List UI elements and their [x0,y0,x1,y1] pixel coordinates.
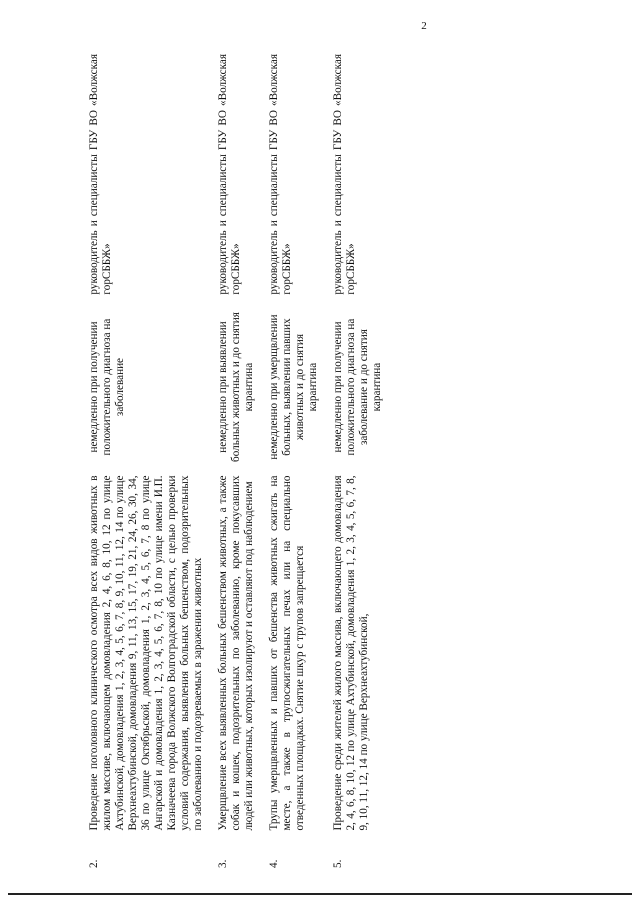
table-row [268,50,332,870]
measures-table [88,50,396,870]
measure-responsible: руководитель и специалисты ГБУ ВО «Волжская горСББЖ» [332,54,357,295]
row-number: 5. [332,859,344,868]
page-bottom-rule [8,893,632,895]
measure-timing: немедленно при выявлении больных животных и до снятия карантина [217,312,255,462]
rotated-page-content [20,25,620,885]
table-row [332,50,396,870]
measure-responsible: руководитель и специалисты ГБУ ВО «Волжская горСББЖ» [88,54,113,295]
measure-timing: немедленно при получении положительного диагноза на заболевание и до снятия карантина [332,318,383,456]
measure-description: Трупы умерщвленных и павших от бешенства животных сжигать на месте, а также в трупосжигательных печах или на специально отведенных площадках. Снятие шкур с трупов запрещается [268,475,306,831]
measure-timing: немедленно при умерщвлении больных, выявлении павших животных и до снятия карантина [268,314,319,460]
measure-timing: немедленно при получении положительного диагноза на заболевание [88,318,126,456]
measure-description: Умерщвление всех выявленных больных бешенством животных, а также собак и кошек, подозрительных по заболеванию, кроме покусавших людей или животных, которых изолируют и оставляют под наблюдением [217,475,255,831]
row-number: 2. [88,859,100,868]
measure-responsible: руководитель и специалисты ГБУ ВО «Волжская горСББЖ» [217,54,242,295]
measure-description: Проведение среди жителей жилого массива, включающего домовладения 2, 4, 6, 8, 10, 12 по улице Ахтубинской, домовладения 1, 2, 3, 4, 5, 6, 7, 8, 9, 10, 11, 12, 14 по улице Верхнеахтубинской, [332,475,370,831]
page-number: 2 [421,20,427,32]
measure-responsible: руководитель и специалисты ГБУ ВО «Волжская горСББЖ» [268,54,293,295]
table-row [217,50,268,870]
table-row [88,50,217,870]
measure-description: Проведение поголовного клинического осмотра всех видов животных в жилом массиве, включающем домовладения 2, 4, 6, 8, 10, 12 по улице Ахтубинской, домовладения 1, 2, 3, 4, 5, 6, 7, 8, 9, 10, 11, 12, 14 по улице Верхнеахтубинской, домовладения 9, 11, 13, 15, 17, 19, 21, 24, 26, 30, 34, 36 по улице Октябрьской, домовладения 1, 2, 3, 4, 5, 6, 7, 8 по улице Ангарской и домовладения 1, 2, 3, 4, 5, 6, 7, 8, 10 по улице имени И.П. Казначеева города Волжского Волгоградской области, с целью проверки условий содержания, выявления больных бешенством, подозрительных по заболеванию и подозреваемых в заражении животных [88,475,204,831]
row-number: 4. [268,859,280,868]
row-number: 3. [217,859,229,868]
